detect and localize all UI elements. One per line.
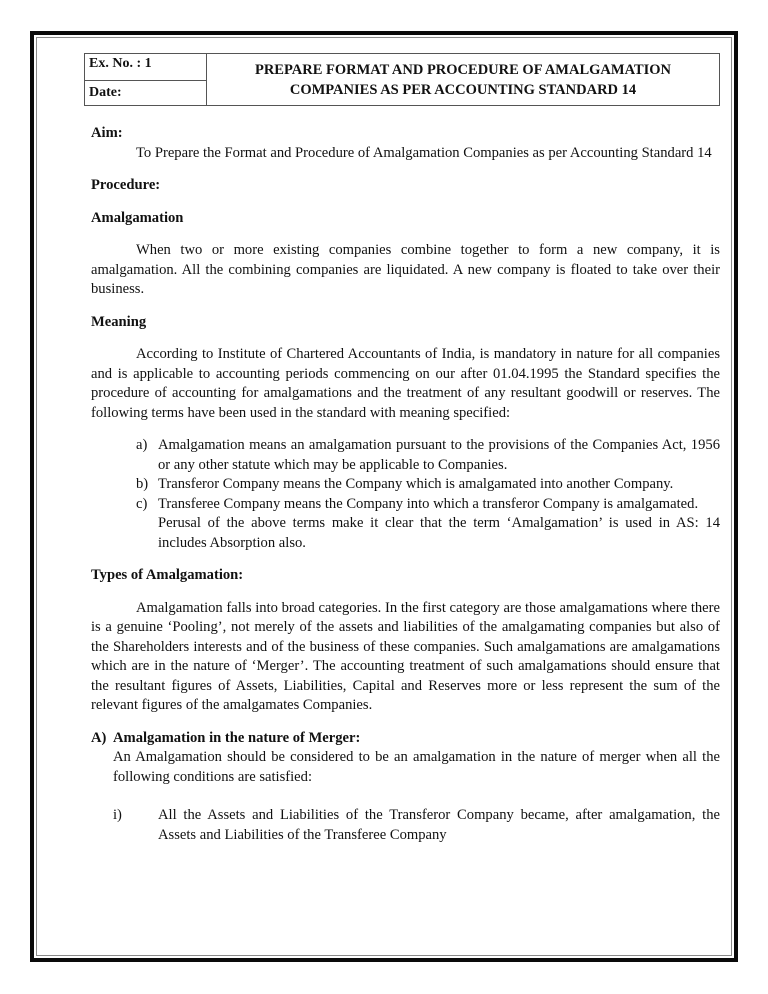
list-item-text: Amalgamation means an amalgamation pursuant to the provisions of the Companies Act, 1956 or any other statute which may be applicable to Companies. (158, 437, 720, 473)
list-item-text: Transferor Company means the Company which is amalgamated into another Company. (158, 476, 674, 492)
document-body (91, 124, 720, 845)
condition-item (91, 806, 720, 845)
condition-marker: i) (113, 807, 122, 823)
types-text: Amalgamation falls into broad categories. In the first category are those amalgamations where there is a genuine ‘Pooling’, not merely of the assets and liabilities of the amalgamating companies but also of the Shareholders interests and of the business of these companies. Such amalgamations are amalgamations which are in the nature of ‘Merger’. The accounting treatment of such amalgamations should ensure that the resultant figures of Assets, Liabilities, Capital and Reserves more or less represent the sum of the relevant figures of the amalgamates Companies. (91, 599, 720, 713)
list-item (91, 495, 720, 515)
merger-marker: A) (91, 729, 107, 746)
exercise-number: Ex. No. : 1 (85, 54, 206, 81)
list-item-text: Transferee Company means the Company into which a transferor Company is amalgamated. (158, 495, 699, 512)
meaning-text: According to Institute of Chartered Accountants of India, is mandatory in nature for all companies and is applicable to accounting periods commencing on our after 01.04.1995 the Standard specifies the procedure of accounting for amalgamations and the treatment of any resultant goodwill or reserves. The following terms have been used in the standard with meaning specified: (91, 346, 720, 421)
amalgamation-text: When two or more existing companies combine together to form a new company, it is amalgamation. All the combining companies are liquidated. A new company is floated to take over their business. (91, 242, 720, 297)
merger-heading (91, 729, 720, 749)
terms-list (91, 436, 720, 514)
merger-heading-text: Amalgamation in the nature of Merger: (113, 729, 361, 746)
aim-heading: Aim: (91, 125, 123, 141)
header-table (84, 53, 720, 106)
types-heading: Types of Amalgamation: (91, 567, 244, 583)
list-marker: c) (136, 495, 148, 512)
title-line-1: PREPARE FORMAT AND PROCEDURE OF AMALGAMATION (254, 61, 672, 78)
list-item (91, 436, 720, 475)
meaning-heading: Meaning (91, 313, 147, 330)
list-item (91, 475, 720, 495)
title-line-2: COMPANIES AS PER ACCOUNTING STANDARD 14 (289, 81, 637, 98)
aim-text: To Prepare the Format and Procedure of Amalgamation Companies as per Accounting Standard 14 (136, 144, 712, 161)
procedure-heading: Procedure: (91, 177, 161, 193)
merger-text: An Amalgamation should be considered to be an amalgamation in the nature of merger when all the following conditions are satisfied: (113, 749, 720, 785)
list-marker: b) (136, 476, 149, 492)
document-title (207, 54, 719, 105)
perusal-note: Perusal of the above terms make it clear that the term ‘Amalgamation’ is used in AS: 14 includes Absorption also. (158, 515, 720, 551)
amalgamation-heading: Amalgamation (91, 209, 184, 226)
list-marker: a) (136, 437, 148, 453)
condition-text: All the Assets and Liabilities of the Transferor Company became, after amalgamation, the Assets and Liabilities of the Transferee Company (158, 807, 720, 843)
date-label: Date: (89, 85, 122, 100)
header-left-column (85, 54, 207, 105)
